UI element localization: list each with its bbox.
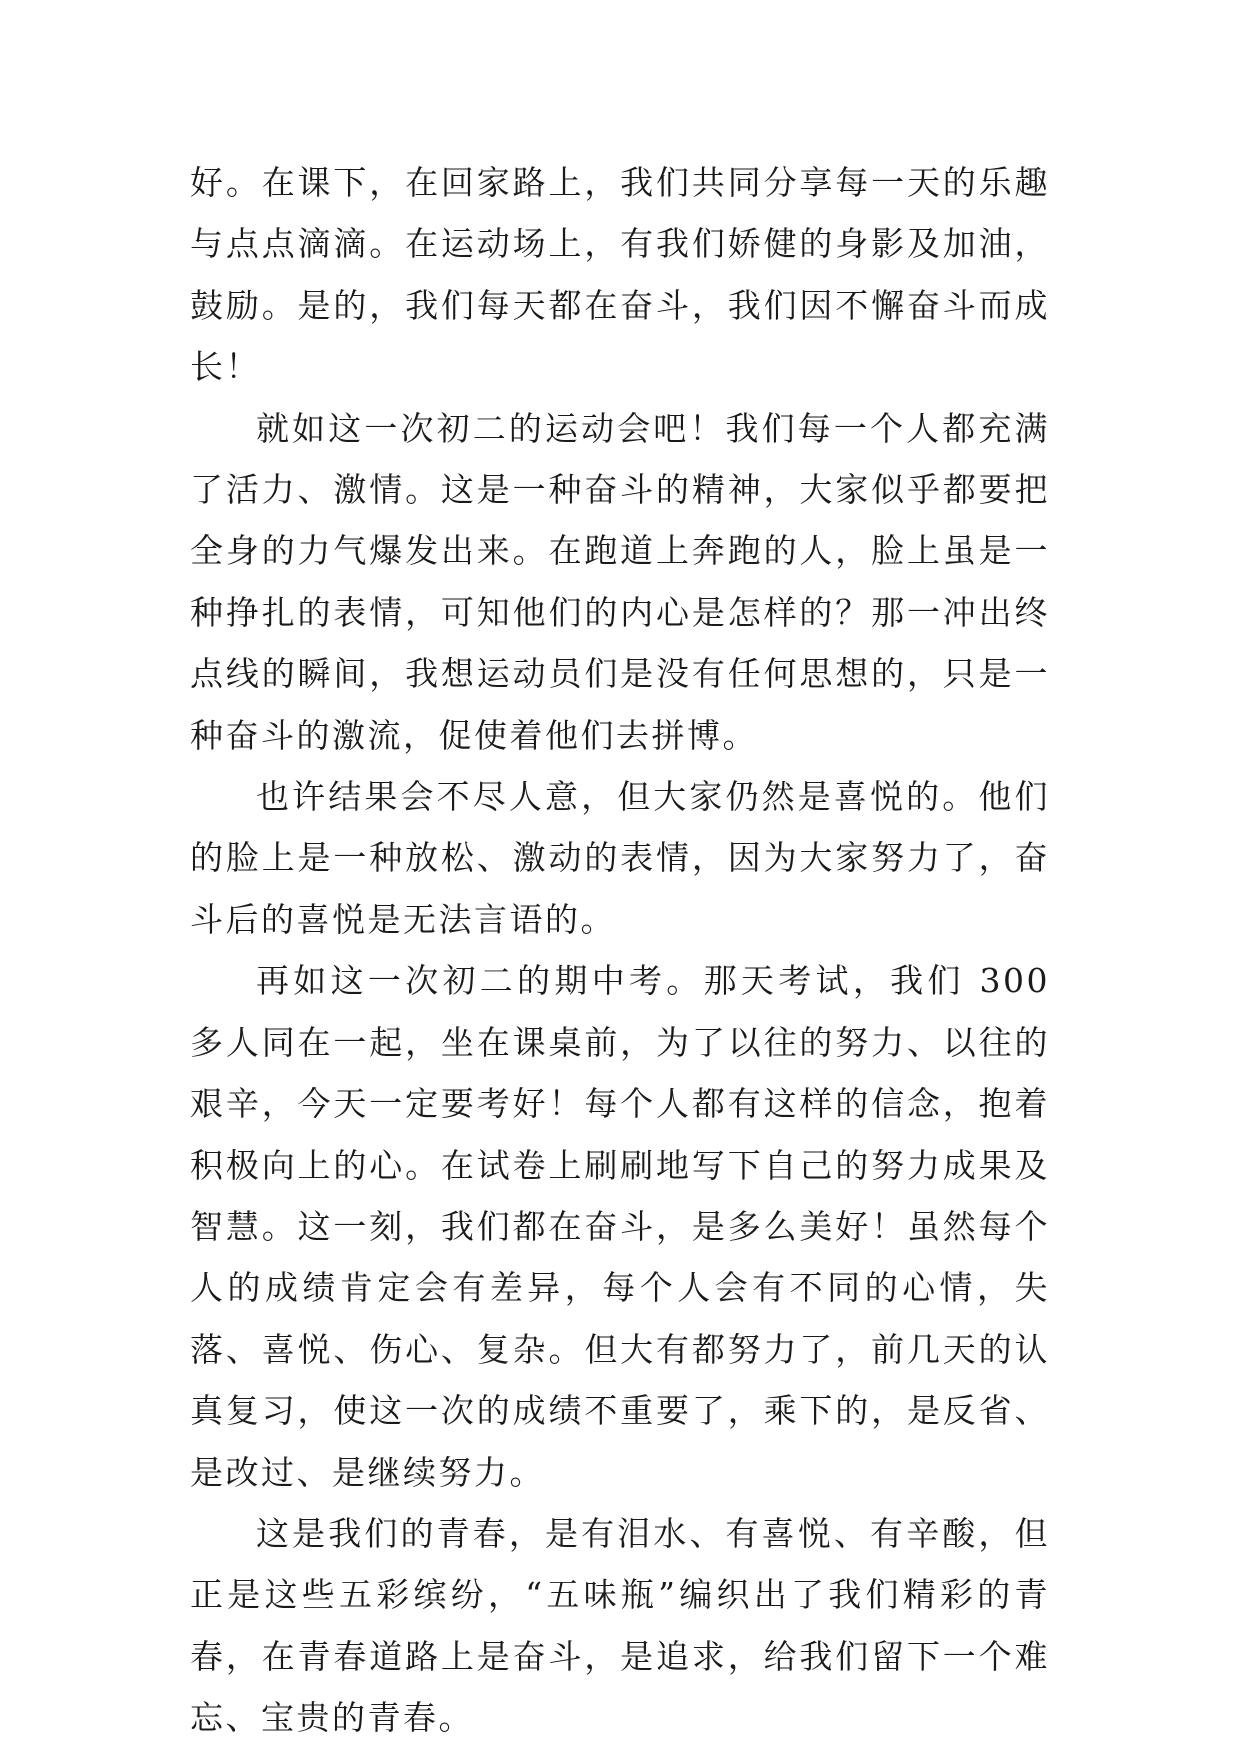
- paragraph-result: 也许结果会不尽人意，但大家仍然是喜悦的。他们的脸上是一种放松、激动的表情，因为大家努力了，奋斗后的喜悦是无法言语的。: [190, 777, 1050, 939]
- paragraph-sports-meet: 就如这一次初二的运动会吧！我们每一个人都充满了活力、激情。这是一种奋斗的精神，大家似乎都要把全身的力气爆发出来。在跑道上奔跑的人，脸上虽是一种挣扎的表情，可知他们的内心是怎样的？那一冲出终点线的瞬间，我想运动员们是没有任何思想的，只是一种奋斗的激流，促使着他们去拼博。: [190, 408, 1050, 755]
- paragraph-midterm-exam: 再如这一次初二的期中考。那天考试，我们 300 多人同在一起，坐在课桌前，为了以往的努力、以往的艰辛，今天一定要考好！每个人都有这样的信念，抱着积极向上的心。在试卷上刷刷地写下自己的努力成果及智慧。这一刻，我们都在奋斗，是多么美好！虽然每个人的成绩肯定会有差异，每个人会有不同的心情，失落、喜悦、伤心、复杂。但大有都努力了，前几天的认真复习，使这一次的成绩不重要了，乘下的，是反省、是改过、是继续努力。: [190, 961, 1050, 1492]
- document-body: [190, 152, 1050, 1749]
- paragraph-youth: 这是我们的青春，是有泪水、有喜悦、有辛酸，但正是这些五彩缤纷，“五味瓶”编织出了我们精彩的青春，在青春道路上是奋斗，是追求，给我们留下一个难忘、宝贵的青春。: [190, 1513, 1050, 1738]
- paragraph-continued: 好。在课下，在回家路上，我们共同分享每一天的乐趣与点点滴滴。在运动场上，有我们娇健的身影及加油，鼓励。是的，我们每天都在奋斗，我们因不懈奋斗而成长！: [190, 163, 1050, 387]
